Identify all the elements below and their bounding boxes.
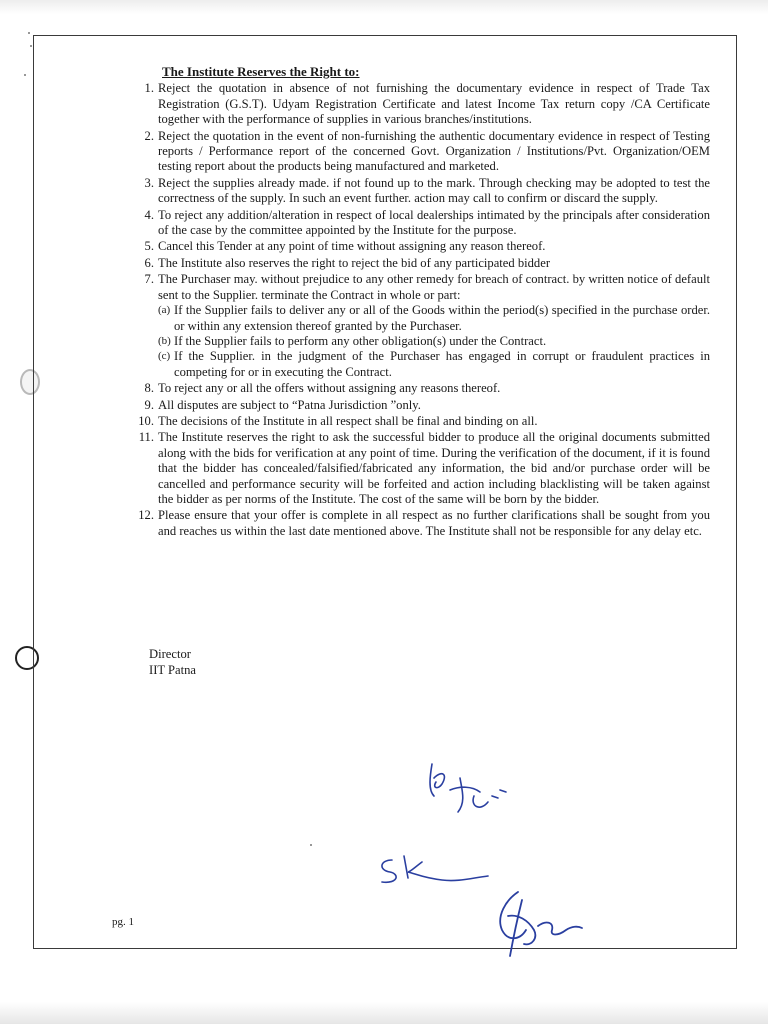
- clause-number: 1.: [144, 81, 154, 96]
- scan-speck: [30, 45, 32, 47]
- clause-number: 9.: [144, 397, 154, 412]
- scan-edge-bottom: [0, 1002, 768, 1024]
- clause-number: 3.: [144, 175, 154, 190]
- clause-item: [120, 208, 710, 239]
- clause-item: [120, 176, 710, 207]
- sub-clause-list: [158, 303, 710, 380]
- section-heading: The Institute Reserves the Right to:: [162, 64, 360, 79]
- scan-speck: [28, 32, 30, 34]
- sub-clause-label: (c): [158, 350, 171, 363]
- clause-number: 2.: [144, 128, 154, 143]
- sub-clause-item: [158, 334, 710, 349]
- page-number: pg. 1: [112, 916, 134, 928]
- clause-text: All disputes are subject to “Patna Jurisdiction ”only.: [158, 397, 421, 412]
- sub-clause-text: If the Supplier fails to deliver any or all of the Goods within the period(s) specified in the purchase order. or within any extension thereof granted by the Purchaser.: [174, 303, 710, 333]
- clause-item: [120, 81, 710, 127]
- sub-clause-item: [158, 303, 710, 334]
- handwritten-signature-3: [488, 886, 588, 964]
- clause-text: The Institute also reserves the right to reject the bid of any participated bidder: [158, 255, 551, 270]
- handwritten-signature-2: [372, 852, 496, 896]
- clause-text: Reject the supplies already made. if not found up to the mark. Through checking may be adopted to test the correctness of the supply. In such an event further. action may call to confirm or discard the supply.: [158, 175, 710, 206]
- clause-item: [120, 381, 710, 396]
- clause-text: The decisions of the Institute in all respect shall be final and binding on all.: [158, 413, 538, 428]
- signatory-organization: IIT Patna: [149, 662, 196, 677]
- sub-clause-text: If the Supplier. in the judgment of the Purchaser has engaged in corrupt or fraudulent practices in competing for or in executing the Contract.: [174, 349, 710, 379]
- clause-text: To reject any or all the offers without assigning any reasons thereof.: [158, 381, 501, 396]
- clause-number: 11.: [138, 430, 154, 445]
- clause-number: 6.: [144, 255, 154, 270]
- clause-number: 4.: [144, 207, 154, 222]
- signatory-title: Director: [149, 647, 191, 661]
- clause-number: 7.: [144, 272, 154, 287]
- clause-item: [120, 398, 710, 413]
- clause-item: [120, 256, 710, 271]
- clause-number: 5.: [144, 239, 154, 254]
- sub-clause-label: (a): [158, 304, 171, 317]
- clause-item: [120, 430, 710, 507]
- clause-text: Cancel this Tender at any point of time without assigning any reason thereof.: [158, 239, 546, 254]
- clause-number: 12.: [138, 508, 154, 523]
- terms-section: [120, 64, 710, 540]
- sub-clause-text: If the Supplier fails to perform any other obligation(s) under the Contract.: [174, 333, 547, 348]
- signatory-block: [149, 647, 196, 678]
- clause-item: [120, 272, 710, 380]
- clause-text: Reject the quotation in the event of non-furnishing the authentic documentary evidence in respect of Testing reports / Performance report of the concerned Govt. Organization / Institutions/Pvt. Organization/OEM testing report about the products being manufactured and marketed.: [158, 128, 710, 174]
- scan-edge-top: [0, 0, 768, 14]
- handwritten-signature-1: [420, 756, 520, 820]
- clause-number: 10.: [138, 413, 154, 428]
- clause-text: The Institute reserves the right to ask the successful bidder to produce all the original documents submitted along with the bids for verification at any point of time. During the verification of the document, if it is found that the bidder has concealed/falsified/fabricated any information, the bid and/or purchase order will be cancelled and performance security will be forfeited and action including blacklisting will be taken against the bidder as per norms of the Institute. The cost of the same will be born by the bidder.: [158, 430, 710, 506]
- sub-clause-label: (b): [158, 334, 171, 347]
- clause-text: Reject the quotation in absence of not furnishing the documentary evidence in respect of Trade Tax Registration (G.S.T). Udyam Registration Certificate and latest Income Tax return copy /CA Certificate together with the performance of supplies in various branches/institutions.: [158, 81, 710, 127]
- clause-list: [120, 81, 710, 539]
- sub-clause-item: [158, 349, 710, 380]
- clause-item: [120, 508, 710, 539]
- clause-item: [120, 239, 710, 254]
- clause-number: 8.: [144, 381, 154, 396]
- clause-text: To reject any addition/alteration in respect of local dealerships intimated by the principals after consideration of the case by the committee appointed by the Institute for the purpose.: [158, 207, 710, 238]
- clause-item: [120, 414, 710, 429]
- clause-item: [120, 129, 710, 175]
- scan-speck: [24, 74, 26, 76]
- clause-text: The Purchaser may. without prejudice to any other remedy for breach of contract. by written notice of default sent to the Supplier. terminate the Contract in whole or part:: [158, 272, 710, 302]
- clause-text: Please ensure that your offer is complete in all respect as no further clarifications shall be sought from you and reaches us within the last date mentioned above. The Institute shall not be responsible for any delay etc.: [158, 508, 710, 538]
